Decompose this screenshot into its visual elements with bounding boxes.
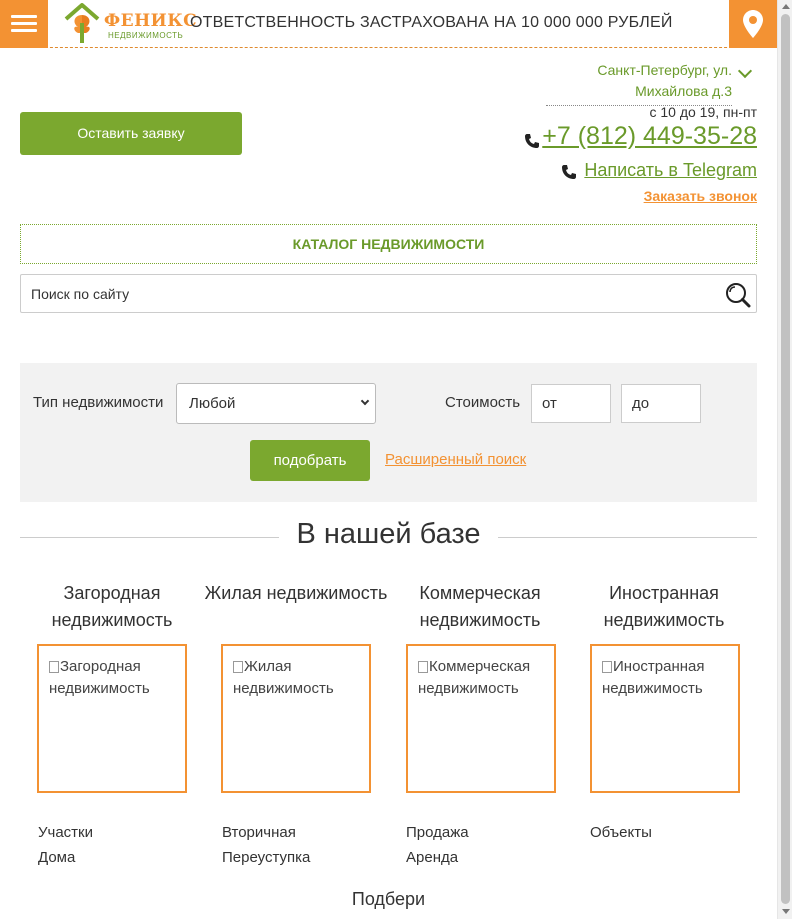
image-alt-text: Иностранная недвижимость <box>602 658 705 697</box>
category-card <box>20 580 204 866</box>
menu-button[interactable] <box>0 0 48 48</box>
broken-image-icon <box>49 661 59 673</box>
catalog-button[interactable]: КАТАЛОГ НЕДВИЖИМОСТИ <box>20 224 757 264</box>
broken-image-icon <box>233 661 243 673</box>
category-title[interactable]: Иностранная недвижимость <box>603 583 725 630</box>
callback-link[interactable]: Заказать звонок <box>643 188 757 204</box>
category-link[interactable]: Вторичная <box>222 824 296 841</box>
tagline: ОТВЕТСТВЕННОСТЬ ЗАСТРАХОВАНА НА 10 000 000 РУБЛЕЙ <box>190 14 673 31</box>
hamburger-icon-line <box>11 22 37 25</box>
apply-button[interactable]: Оставить заявку <box>20 112 242 155</box>
category-links <box>590 820 652 845</box>
category-card <box>572 580 756 841</box>
category-title[interactable]: Коммерческая недвижимость <box>419 583 541 630</box>
category-title[interactable]: Загородная недвижимость <box>51 583 173 630</box>
phoenix-logo-icon <box>64 3 100 45</box>
image-alt-text: Коммерческая недвижимость <box>418 658 531 697</box>
scroll-down-arrow-icon[interactable] <box>782 909 790 914</box>
location-button[interactable] <box>729 0 777 48</box>
chevron-down-icon <box>361 397 369 405</box>
divider <box>498 537 757 538</box>
phone-link[interactable]: +7 (812) 449-35-28 <box>542 122 757 150</box>
search-icon[interactable] <box>725 282 751 308</box>
category-link[interactable]: Аренда <box>406 849 459 866</box>
chevron-down-icon[interactable] <box>738 64 752 78</box>
hamburger-icon-line <box>11 15 37 18</box>
search-box <box>20 274 757 313</box>
category-image[interactable] <box>406 644 556 793</box>
logo-subtitle: НЕДВИЖИМОСТЬ <box>108 31 184 40</box>
image-alt-text: Жилая недвижимость <box>233 658 334 697</box>
filter-panel <box>20 363 757 502</box>
advanced-search-link[interactable]: Расширенный поиск <box>385 451 527 468</box>
search-input[interactable] <box>31 275 721 312</box>
section-title: В нашей базе <box>296 518 481 550</box>
address-link[interactable]: Санкт-Петербург, ул. Михайлова д.3 <box>546 60 732 106</box>
scroll-thumb[interactable] <box>781 14 790 904</box>
category-title[interactable]: Жилая недвижимость <box>204 583 388 603</box>
logo[interactable] <box>64 3 198 45</box>
broken-image-icon <box>602 661 612 673</box>
category-link[interactable]: Продажа <box>406 824 469 841</box>
category-links <box>222 820 310 870</box>
category-image[interactable] <box>37 644 187 793</box>
image-alt-text: Загородная недвижимость <box>49 658 150 697</box>
price-label: Стоимость <box>445 394 521 411</box>
category-links <box>38 820 93 870</box>
category-link[interactable]: Объекты <box>590 824 652 841</box>
broken-image-icon <box>418 661 428 673</box>
bottom-section-title: Подбери <box>351 889 426 909</box>
working-hours: с 10 до 19, пн-пт <box>649 104 757 120</box>
type-select[interactable] <box>176 383 376 424</box>
category-link[interactable]: Переуступка <box>222 849 311 866</box>
submit-filter-button[interactable]: подобрать <box>250 440 370 481</box>
logo-title: ФЕНИКС <box>104 11 198 31</box>
price-to-input[interactable] <box>621 384 701 423</box>
type-select-value: Любой <box>189 395 236 412</box>
category-image[interactable] <box>590 644 740 793</box>
header <box>0 0 777 48</box>
category-links <box>406 820 469 870</box>
category-card <box>388 580 572 866</box>
price-from-input[interactable] <box>531 384 611 423</box>
map-pin-icon <box>743 10 763 38</box>
category-link[interactable]: Дома <box>38 849 76 866</box>
scroll-up-arrow-icon[interactable] <box>782 4 790 9</box>
telegram-link[interactable]: Написать в Telegram <box>584 160 757 180</box>
category-image[interactable] <box>221 644 371 793</box>
category-card <box>204 580 388 866</box>
category-link[interactable]: Участки <box>38 824 93 841</box>
type-label: Тип недвижимости <box>33 394 164 411</box>
scrollbar[interactable] <box>777 0 792 919</box>
hamburger-icon-line <box>11 29 37 32</box>
divider <box>20 537 279 538</box>
